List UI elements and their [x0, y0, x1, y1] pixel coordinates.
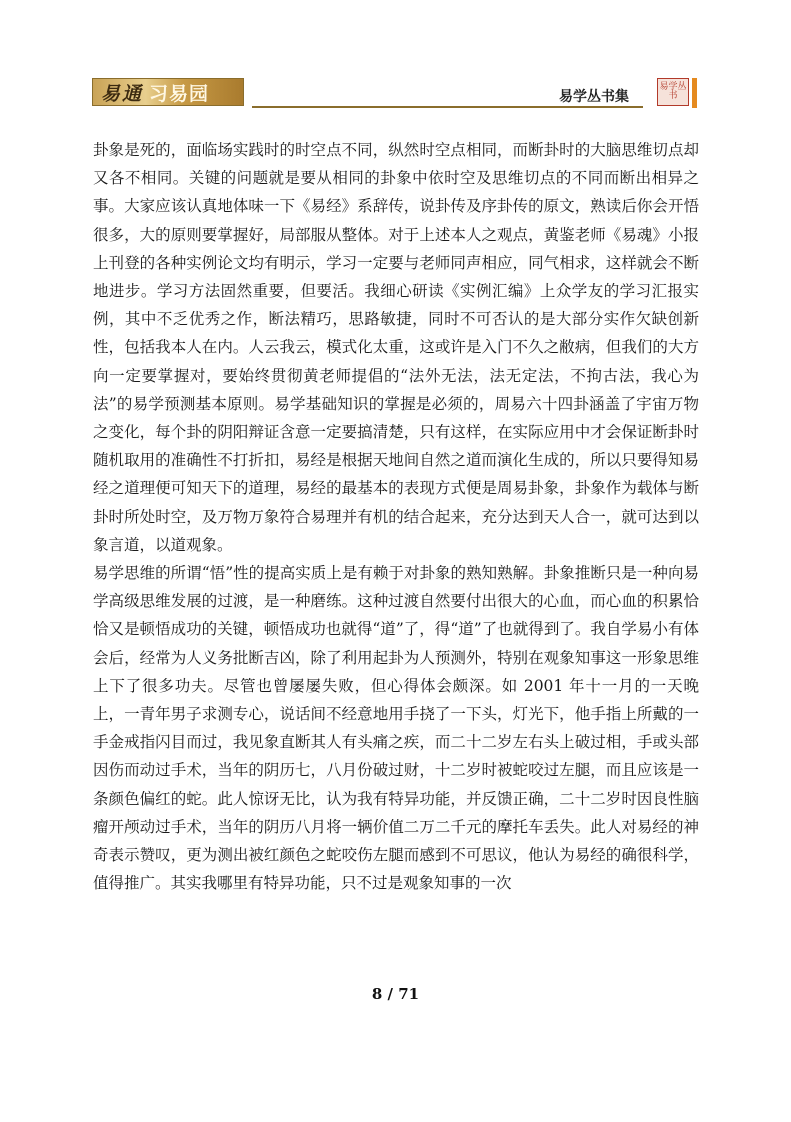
logo-script-text: 易通 — [101, 82, 144, 105]
page-header — [92, 78, 697, 110]
body-paragraph: 卦象是死的，面临场实践时的时空点不同，纵然时空点相同，而断卦时的大脑思维切点却又各不相同。关键的问题就是要从相同的卦象中依时空及思维切点的不同而断出相异之事。大家应该认真地体味一下《易经》系辞传，说卦传及序卦传的原文，熟读后你会开悟很多，大的原则要掌握好，局部服从整体。对于上述本人之观点，黄鉴老师《易魂》小报上刊登的各种实例论文均有明示，学习一定要与老师同声相应，同气相求，这样就会不断地进步。学习方法固然重要，但要活。我细心研读《实例汇编》上众学友的学习汇报实例，其中不乏优秀之作，断法精巧，思路敏捷，同时不可否认的是大部分实作欠缺创新性，包括我本人在内。人云我云，模式化太重，这或许是入门不久之敝病，但我们的大方向一定要掌握对，要始终贯彻黄老师提倡的“法外无法，法无定法，不拘古法，我心为法”的易学预测基本原则。易学基础知识的掌握是必须的，周易六十四卦涵盖了宇宙万物之变化，每个卦的阴阳辩证含意一定要搞清楚，只有这样，在实际应用中才会保证断卦时随机取用的准确性不打折扣，易经是根据天地间自然之道而演化生成的，所以只要得知易经之道理便可知天下的道理，易经的最基本的表现方式便是周易卦象，卦象作为载体与断卦时所处时空，及万物万象符合易理并有机的结合起来，充分达到天人合一，就可达到以象言道，以道观象。 — [93, 141, 699, 554]
page-number: 8 / 71 — [371, 985, 420, 1003]
document-body — [93, 136, 699, 897]
seal-stamp-text: 易学丛书 — [659, 82, 687, 101]
header-accent-bar — [692, 78, 697, 108]
header-divider — [252, 106, 643, 108]
site-logo — [92, 78, 244, 106]
body-paragraph: 易学思维的所谓“悟”性的提高实质上是有赖于对卦象的熟知熟解。卦象推断只是一种向易学高级思维发展的过渡，是一种磨练。这种过渡自然要付出很大的心血，而心血的积累恰恰又是顿悟成功的关键，顿悟成功也就得“道”了，得“道”了也就得到了。我自学易小有体会后，经常为人义务批断吉凶，除了利用起卦为人预测外，特别在观象知事这一形象思维上下了很多功夫。尽管也曾屡屡失败，但心得体会颇深。如 2001 年十一月的一天晚上，一青年男子求测专心，说话间不经意地用手挠了一下头，灯光下，他手指上所戴的一手金戒指闪目而过，我见象直断其人有头痛之疾，而二十二岁左右头上破过相，手或头部因伤而动过手术，当年的阴历七，八月份破过财，十二岁时被蛇咬过左腿，而且应该是一条颜色偏红的蛇。此人惊讶无比，认为我有特异功能，并反馈正确，二十二岁时因良性脑瘤开颅动过手术，当年的阴历八月将一辆价值二万二千元的摩托车丢失。此人对易经的神奇表示赞叹，更为测出被红颜色之蛇咬伤左腿而感到不可思议，他认为易经的确很科学，值得推广。其实我哪里有特异功能，只不过是观象知事的一次 — [93, 564, 699, 893]
seal-stamp-icon — [657, 78, 689, 106]
series-title: 易学丛书集 — [559, 89, 629, 105]
logo-site-name: 习易园 — [149, 82, 210, 105]
